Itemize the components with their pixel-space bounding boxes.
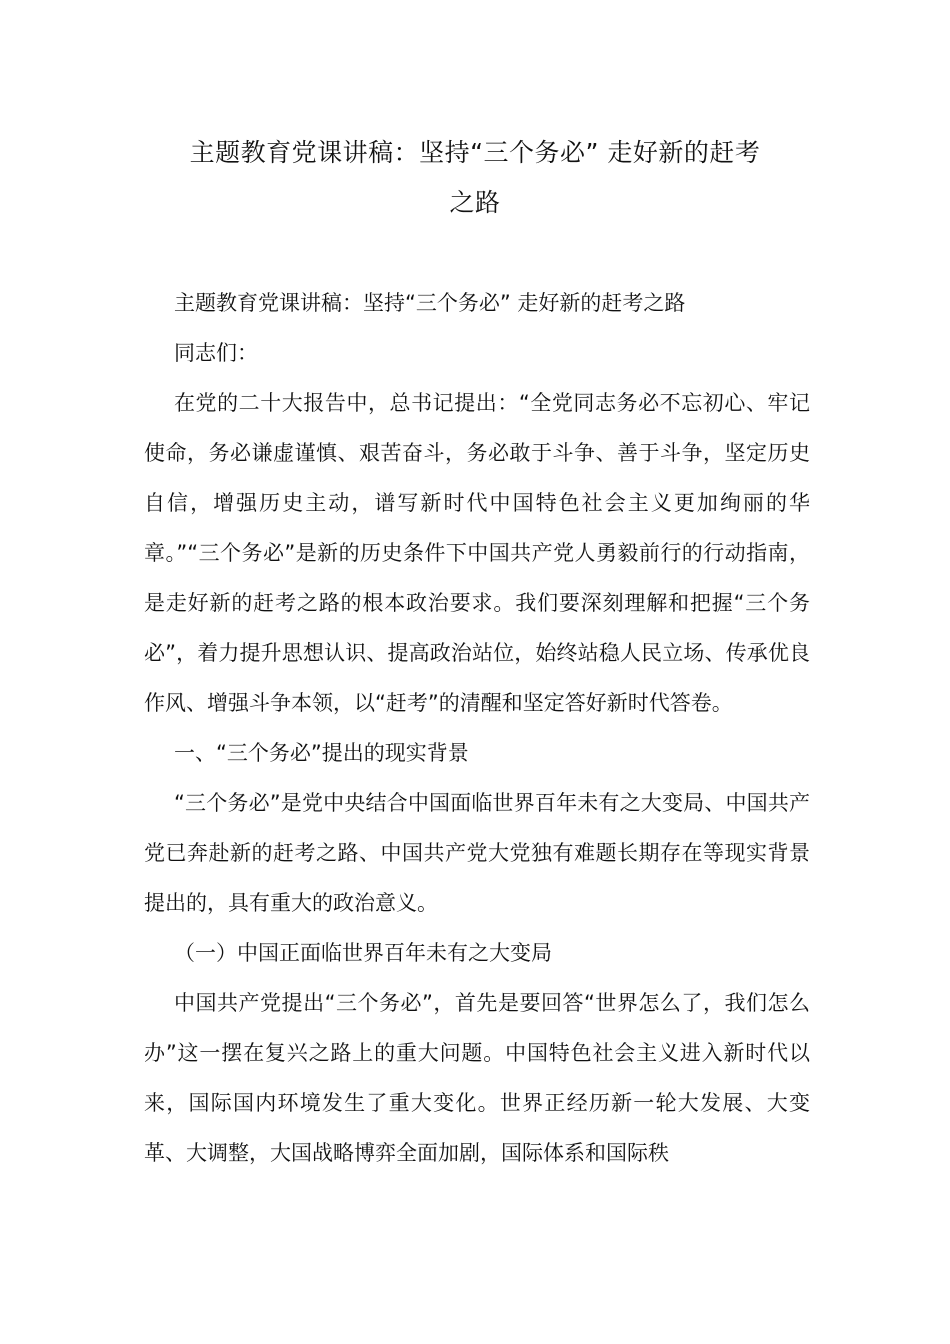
paragraph-intro: 在党的二十大报告中，总书记提出：“全党同志务必不忘初心、牢记使命，务必谦虚谨慎、艰苦奋斗，务必敢于斗争、善于斗争，坚定历史自信，增强历史主动，谱写新时代中国特色社会主义更加绚丽的华章。”“三个务必”是新的历史条件下中国共产党人勇毅前行的行动指南，是走好新的赶考之路的根本政治要求。我们要深刻理解和把握“三个务必”，着力提升思想认识、提高政治站位，始终站稳人民立场、传承优良作风、增强斗争本领，以“赶考”的清醒和坚定答好新时代答卷。 [144, 391, 810, 715]
paragraph-greeting: 同志们： [174, 341, 258, 365]
title-line-2: 之路 [449, 188, 501, 217]
document-title [150, 128, 800, 228]
section-heading-1: 一、“三个务必”提出的现实背景 [174, 741, 469, 765]
subsection-heading-1: （一）中国正面临世界百年未有之大变局 [174, 941, 552, 965]
paragraph-world-change: 中国共产党提出“三个务必”，首先是要回答“世界怎么了，我们怎么办”这一摆在复兴之路上的重大问题。中国特色社会主义进入新时代以来，国际国内环境发生了重大变化。世界正经历新一轮大发展、大变革、大调整，大国战略博弈全面加剧，国际体系和国际秩 [144, 991, 810, 1165]
document-body [144, 278, 810, 1178]
paragraph-background: “三个务必”是党中央结合中国面临世界百年未有之大变局、中国共产党已奔赴新的赶考之路、中国共产党大党独有难题长期存在等现实背景提出的，具有重大的政治意义。 [144, 791, 810, 915]
title-line-1: 主题教育党课讲稿：坚持“三个务必” 走好新的赶考 [189, 138, 761, 167]
paragraph-subtitle: 主题教育党课讲稿：坚持“三个务必” 走好新的赶考之路 [174, 291, 686, 315]
